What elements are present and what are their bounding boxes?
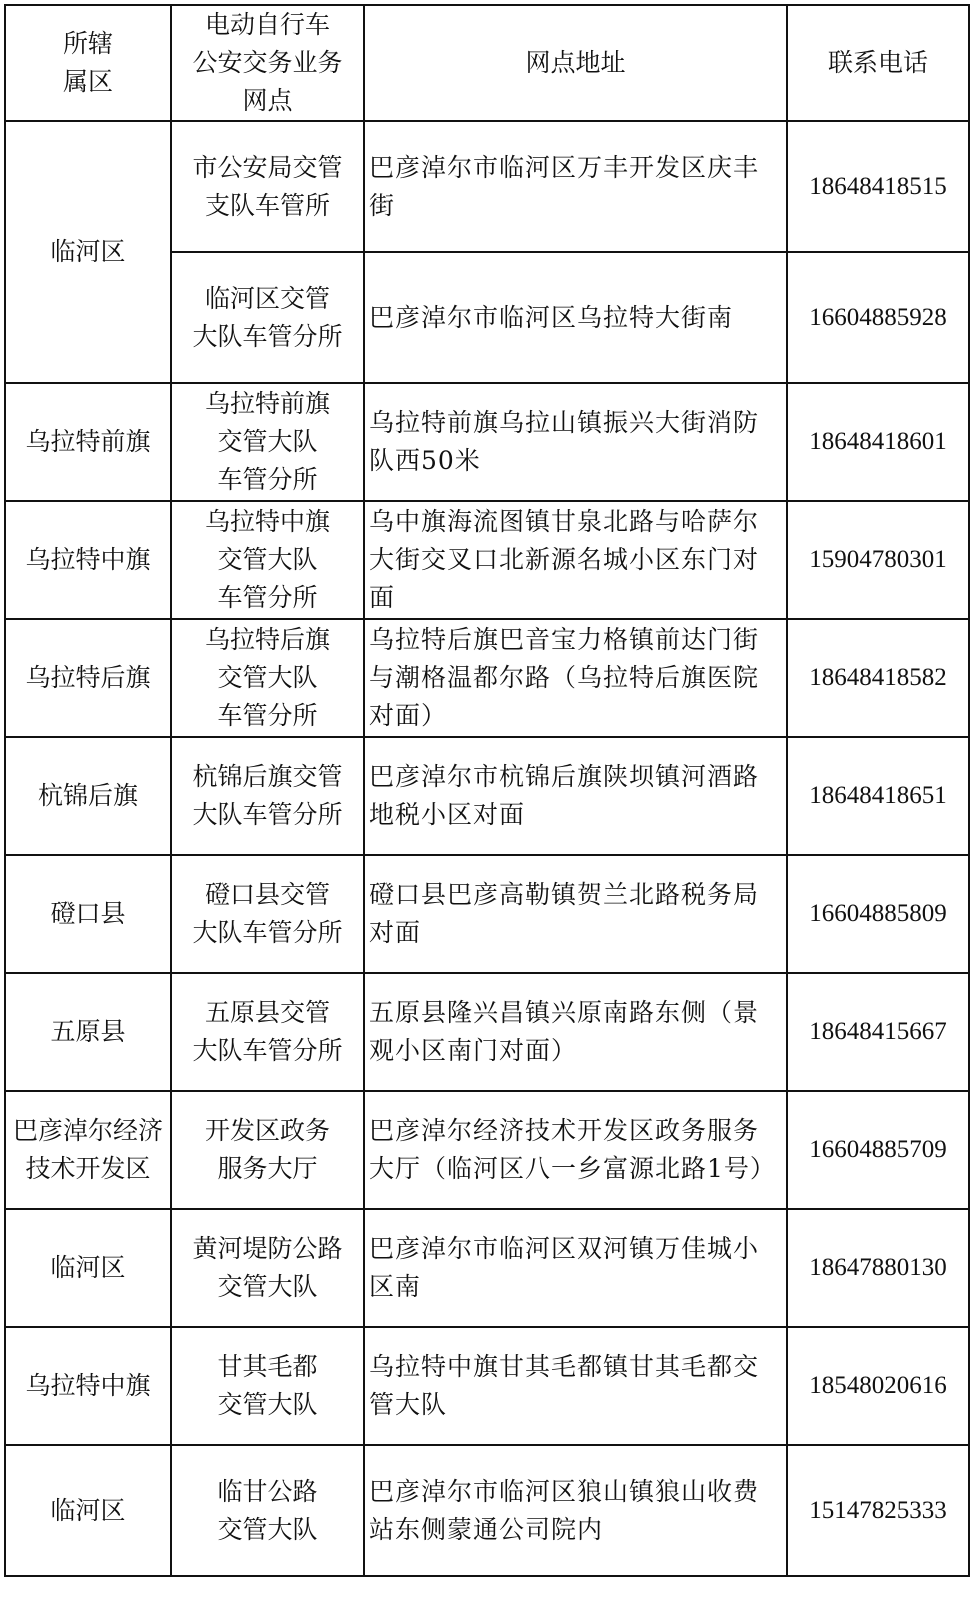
table-row (5, 1327, 969, 1445)
phone-cell: 15147825333 (787, 1445, 969, 1576)
outlet-cell (171, 1445, 364, 1576)
outlet-line: 交管大队 (217, 1272, 318, 1301)
address-line: 巴彦淖尔市临河区狼山镇狼山收费 (369, 1476, 760, 1506)
address-line: 与潮格温都尔路（乌拉特后旗医院 (369, 663, 760, 692)
address-line: 五原县隆兴昌镇兴原南路东侧（景 (369, 998, 760, 1027)
address-cell (364, 252, 787, 383)
address-line: 巴彦淖尔市杭锦后旗陕坝镇河酒路 (369, 762, 760, 791)
outlet-line: 大队车管分所 (192, 800, 343, 829)
district-cell: 临河区 (5, 1445, 171, 1576)
phone-cell: 16604885928 (787, 252, 969, 383)
table-row (5, 501, 969, 619)
address-line: 巴彦淖尔市临河区乌拉特大街南 (369, 302, 734, 332)
address-cell (364, 973, 787, 1091)
table-row (5, 973, 969, 1091)
outlet-line: 临甘公路 (217, 1476, 318, 1506)
address-line: 观小区南门对面） (369, 1036, 578, 1065)
address-line: 大街交叉口北新源名城小区东门对 (369, 545, 760, 574)
outlet-table (4, 4, 970, 1577)
district-cell: 杭锦后旗 (5, 737, 171, 855)
outlet-line: 黄河堤防公路 (192, 1234, 343, 1263)
address-line: 乌拉特前旗乌拉山镇振兴大街消防 (369, 408, 760, 437)
phone-cell: 15904780301 (787, 501, 969, 619)
header-outlet-line: 公安交务业务 (192, 48, 343, 77)
phone-cell: 18648418582 (787, 619, 969, 737)
outlet-line: 交管大队 (217, 427, 318, 456)
outlet-cell (171, 855, 364, 973)
header-district-line: 属区 (62, 67, 113, 96)
outlet-line: 大队车管分所 (192, 321, 343, 351)
district-line: 技术开发区 (25, 1154, 151, 1183)
outlet-line: 大队车管分所 (192, 918, 343, 947)
outlet-line: 磴口县交管 (204, 880, 330, 909)
outlet-line: 五原县交管 (204, 998, 330, 1027)
outlet-line: 临河区交管 (204, 283, 330, 313)
outlet-cell (171, 121, 364, 252)
address-line: 巴彦淖尔经济技术开发区政务服务 (369, 1116, 760, 1145)
outlet-cell (171, 737, 364, 855)
address-line: 乌拉特后旗巴音宝力格镇前达门街 (369, 625, 760, 654)
phone-cell: 18548020616 (787, 1327, 969, 1445)
outlet-line: 市公安局交管 (192, 152, 343, 182)
district-cell: 磴口县 (5, 855, 171, 973)
address-line: 队西50米 (369, 446, 481, 475)
outlet-line: 乌拉特前旗 (204, 389, 330, 418)
address-line: 大厅（临河区八一乡富源北路1号） (369, 1154, 776, 1183)
outlet-cell (171, 619, 364, 737)
district-cell (5, 1091, 171, 1209)
address-line: 对面） (369, 701, 448, 730)
outlet-cell (171, 1209, 364, 1327)
phone-cell: 18648418515 (787, 121, 969, 252)
phone-cell: 16604885709 (787, 1091, 969, 1209)
address-line: 巴彦淖尔市临河区万丰开发区庆丰 (369, 152, 760, 182)
table-row (5, 1445, 969, 1576)
table-row (5, 121, 969, 252)
address-cell (364, 121, 787, 252)
header-row (5, 5, 969, 121)
address-line: 区南 (369, 1272, 422, 1301)
header-outlet (171, 5, 364, 121)
outlet-line: 支队车管所 (204, 190, 330, 220)
outlet-line: 车管分所 (217, 465, 318, 494)
district-cell: 乌拉特中旗 (5, 501, 171, 619)
address-cell (364, 383, 787, 501)
outlet-cell (171, 973, 364, 1091)
outlet-line: 甘其毛都 (217, 1352, 318, 1381)
address-cell (364, 1327, 787, 1445)
outlet-line: 服务大厅 (217, 1154, 318, 1183)
address-cell (364, 1209, 787, 1327)
address-cell (364, 737, 787, 855)
outlet-line: 交管大队 (217, 663, 318, 692)
district-line: 巴彦淖尔经济 (12, 1116, 163, 1145)
outlet-cell (171, 501, 364, 619)
address-line: 站东侧蒙通公司院内 (369, 1514, 604, 1544)
district-cell: 乌拉特后旗 (5, 619, 171, 737)
header-district (5, 5, 171, 121)
phone-cell: 18648415667 (787, 973, 969, 1091)
header-address: 网点地址 (364, 5, 787, 121)
address-line: 管大队 (369, 1390, 448, 1419)
district-cell: 乌拉特前旗 (5, 383, 171, 501)
table-row (5, 855, 969, 973)
address-cell (364, 619, 787, 737)
address-line: 街 (369, 190, 396, 220)
district-cell: 临河区 (5, 121, 171, 383)
table-row (5, 1209, 969, 1327)
district-cell: 乌拉特中旗 (5, 1327, 171, 1445)
phone-cell: 18648418601 (787, 383, 969, 501)
address-line: 巴彦淖尔市临河区双河镇万佳城小 (369, 1234, 760, 1263)
table-row (5, 1091, 969, 1209)
address-line: 乌拉特中旗甘其毛都镇甘其毛都交 (369, 1352, 760, 1381)
header-outlet-line: 电动自行车 (204, 10, 330, 39)
address-cell (364, 501, 787, 619)
outlet-cell (171, 383, 364, 501)
outlet-cell (171, 1327, 364, 1445)
outlet-line: 乌拉特中旗 (204, 507, 330, 536)
outlet-cell (171, 252, 364, 383)
phone-cell: 18648418651 (787, 737, 969, 855)
header-outlet-line: 网点 (242, 86, 293, 115)
district-cell: 临河区 (5, 1209, 171, 1327)
district-cell: 五原县 (5, 973, 171, 1091)
header-phone: 联系电话 (787, 5, 969, 121)
address-cell (364, 1091, 787, 1209)
address-cell (364, 1445, 787, 1576)
table-row (5, 737, 969, 855)
outlet-line: 杭锦后旗交管 (192, 762, 343, 791)
table-row (5, 383, 969, 501)
outlet-line: 交管大队 (217, 1390, 318, 1419)
outlet-line: 乌拉特后旗 (204, 625, 330, 654)
header-district-line: 所辖 (62, 29, 113, 58)
address-line: 对面 (369, 918, 422, 947)
outlet-line: 交管大队 (217, 1514, 318, 1544)
phone-cell: 18647880130 (787, 1209, 969, 1327)
outlet-line: 大队车管分所 (192, 1036, 343, 1065)
address-line: 磴口县巴彦高勒镇贺兰北路税务局 (369, 880, 760, 909)
address-cell (364, 855, 787, 973)
outlet-line: 车管分所 (217, 701, 318, 730)
outlet-line: 车管分所 (217, 583, 318, 612)
table-row (5, 619, 969, 737)
address-line: 地税小区对面 (369, 800, 526, 829)
outlet-cell (171, 1091, 364, 1209)
outlet-line: 交管大队 (217, 545, 318, 574)
phone-cell: 16604885809 (787, 855, 969, 973)
outlet-line: 开发区政务 (204, 1116, 330, 1145)
address-line: 乌中旗海流图镇甘泉北路与哈萨尔 (369, 507, 760, 536)
address-line: 面 (369, 583, 396, 612)
